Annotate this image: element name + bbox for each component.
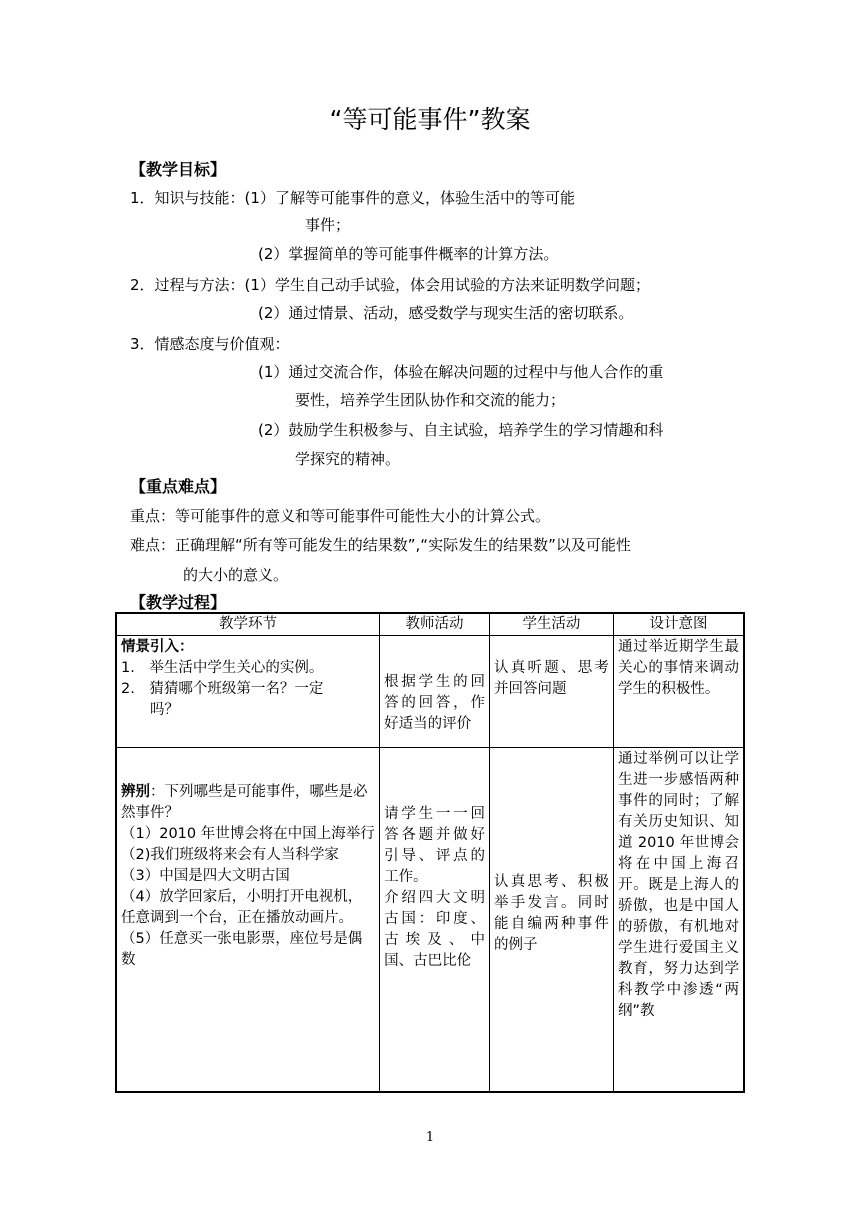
student-cell: 认真思考、积极举手发言。同时能自编两种事件的例子 [489, 748, 613, 1092]
stage-item: 2. 猜猜哪个班级第一名？一定 [121, 681, 324, 697]
question-item: （2)我们班级将来会有人当科学家 [121, 847, 339, 863]
teacher-text: 请学生一一回答各题并做好引导、评点的工作。 [384, 806, 485, 885]
key-line: 重点：等可能事件的意义和等可能事件可能性大小的计算公式。 [130, 507, 551, 525]
key-line: 的大小的意义。 [183, 566, 289, 584]
table-header-row [116, 613, 744, 636]
question-item: （3）中国是四大文明古国 [121, 868, 290, 884]
intent-cell: 通过举近期学生最关心的事情来调动学生的积极性。 [613, 636, 744, 748]
goal-line: (2）掌握简单的等可能事件概率的计算方法。 [258, 245, 559, 263]
student-cell: 认真听题、思考并回答问题 [489, 636, 613, 748]
page-title: “等可能事件”教案 [329, 105, 531, 134]
question-item: （5）任意买一张电影票，座位号是偶数 [121, 931, 363, 968]
table-row [116, 636, 744, 748]
goal-line: 2．过程与方法：(1）学生自己动手试验，体会用试验的方法来证明数学问题； [130, 276, 650, 294]
goal-line: 学探究的精神。 [295, 450, 401, 468]
goal-line: (2）鼓励学生积极参与、自主试验，培养学生的学习情趣和科 [258, 421, 664, 439]
stage-label: 辨别 [121, 784, 150, 800]
table-header: 教师活动 [380, 613, 490, 636]
table-header: 设计意图 [613, 613, 744, 636]
table-header: 学生活动 [489, 613, 613, 636]
stage-item: 1. 举生活中学生关心的实例。 [121, 660, 324, 676]
goals-heading: 【教学目标】 [130, 160, 227, 179]
table-row [116, 748, 744, 1092]
goal-line: (2）通过情景、活动，感受数学与现实生活的密切联系。 [258, 304, 634, 322]
question-item: （4）放学回家后，小明打开电视机，任意调到一个台，正在播放动画片。 [121, 889, 363, 926]
stage-cell [116, 636, 380, 748]
process-heading: 【教学过程】 [130, 593, 227, 612]
teacher-cell: 根据学生的回答的回答，作好适当的评价 [380, 636, 490, 748]
stage-label: 情景引入： [121, 639, 194, 655]
goal-line: (1）通过交流合作，体验在解决问题的过程中与他人合作的重 [258, 363, 664, 381]
goal-line: 1．知识与技能：(1）了解等可能事件的意义，体验生活中的等可能 [130, 189, 575, 207]
page-number: 1 [425, 1130, 435, 1145]
teacher-cell [380, 748, 490, 1092]
goal-line: 事件； [305, 216, 351, 234]
key-line: 难点：正确理解“所有等可能发生的结果数”,“实际发生的结果数”以及可能性 [130, 536, 631, 554]
stage-intro: ：下列哪些是可能事件，哪些是必然事件？ [121, 784, 368, 821]
stage-cell [116, 748, 380, 1092]
goal-line: 要性，培养学生团队协作和交流的能力； [295, 391, 566, 409]
teacher-text: 介绍四大文明古国：印度、古埃及、中国、古巴比伦 [384, 890, 485, 969]
stage-item: 吗？ [121, 702, 179, 718]
key-heading: 【重点难点】 [130, 477, 227, 496]
intent-cell: 通过举例可以让学生进一步感悟两种事件的同时；了解有关历史知识、知道 2010 年世博会将在中国上海召开。既是上海人的骄傲，也是中国人的骄傲，有机地对学生进行爱国主义教育，努力达到学科教学中渗透“两纲”教 [613, 748, 744, 1092]
question-item: （1）2010 年世博会将在中国上海举行 [121, 826, 375, 842]
process-table [115, 612, 745, 1093]
goal-line: 3．情感态度与价值观： [130, 335, 290, 353]
table-header: 教学环节 [116, 613, 380, 636]
